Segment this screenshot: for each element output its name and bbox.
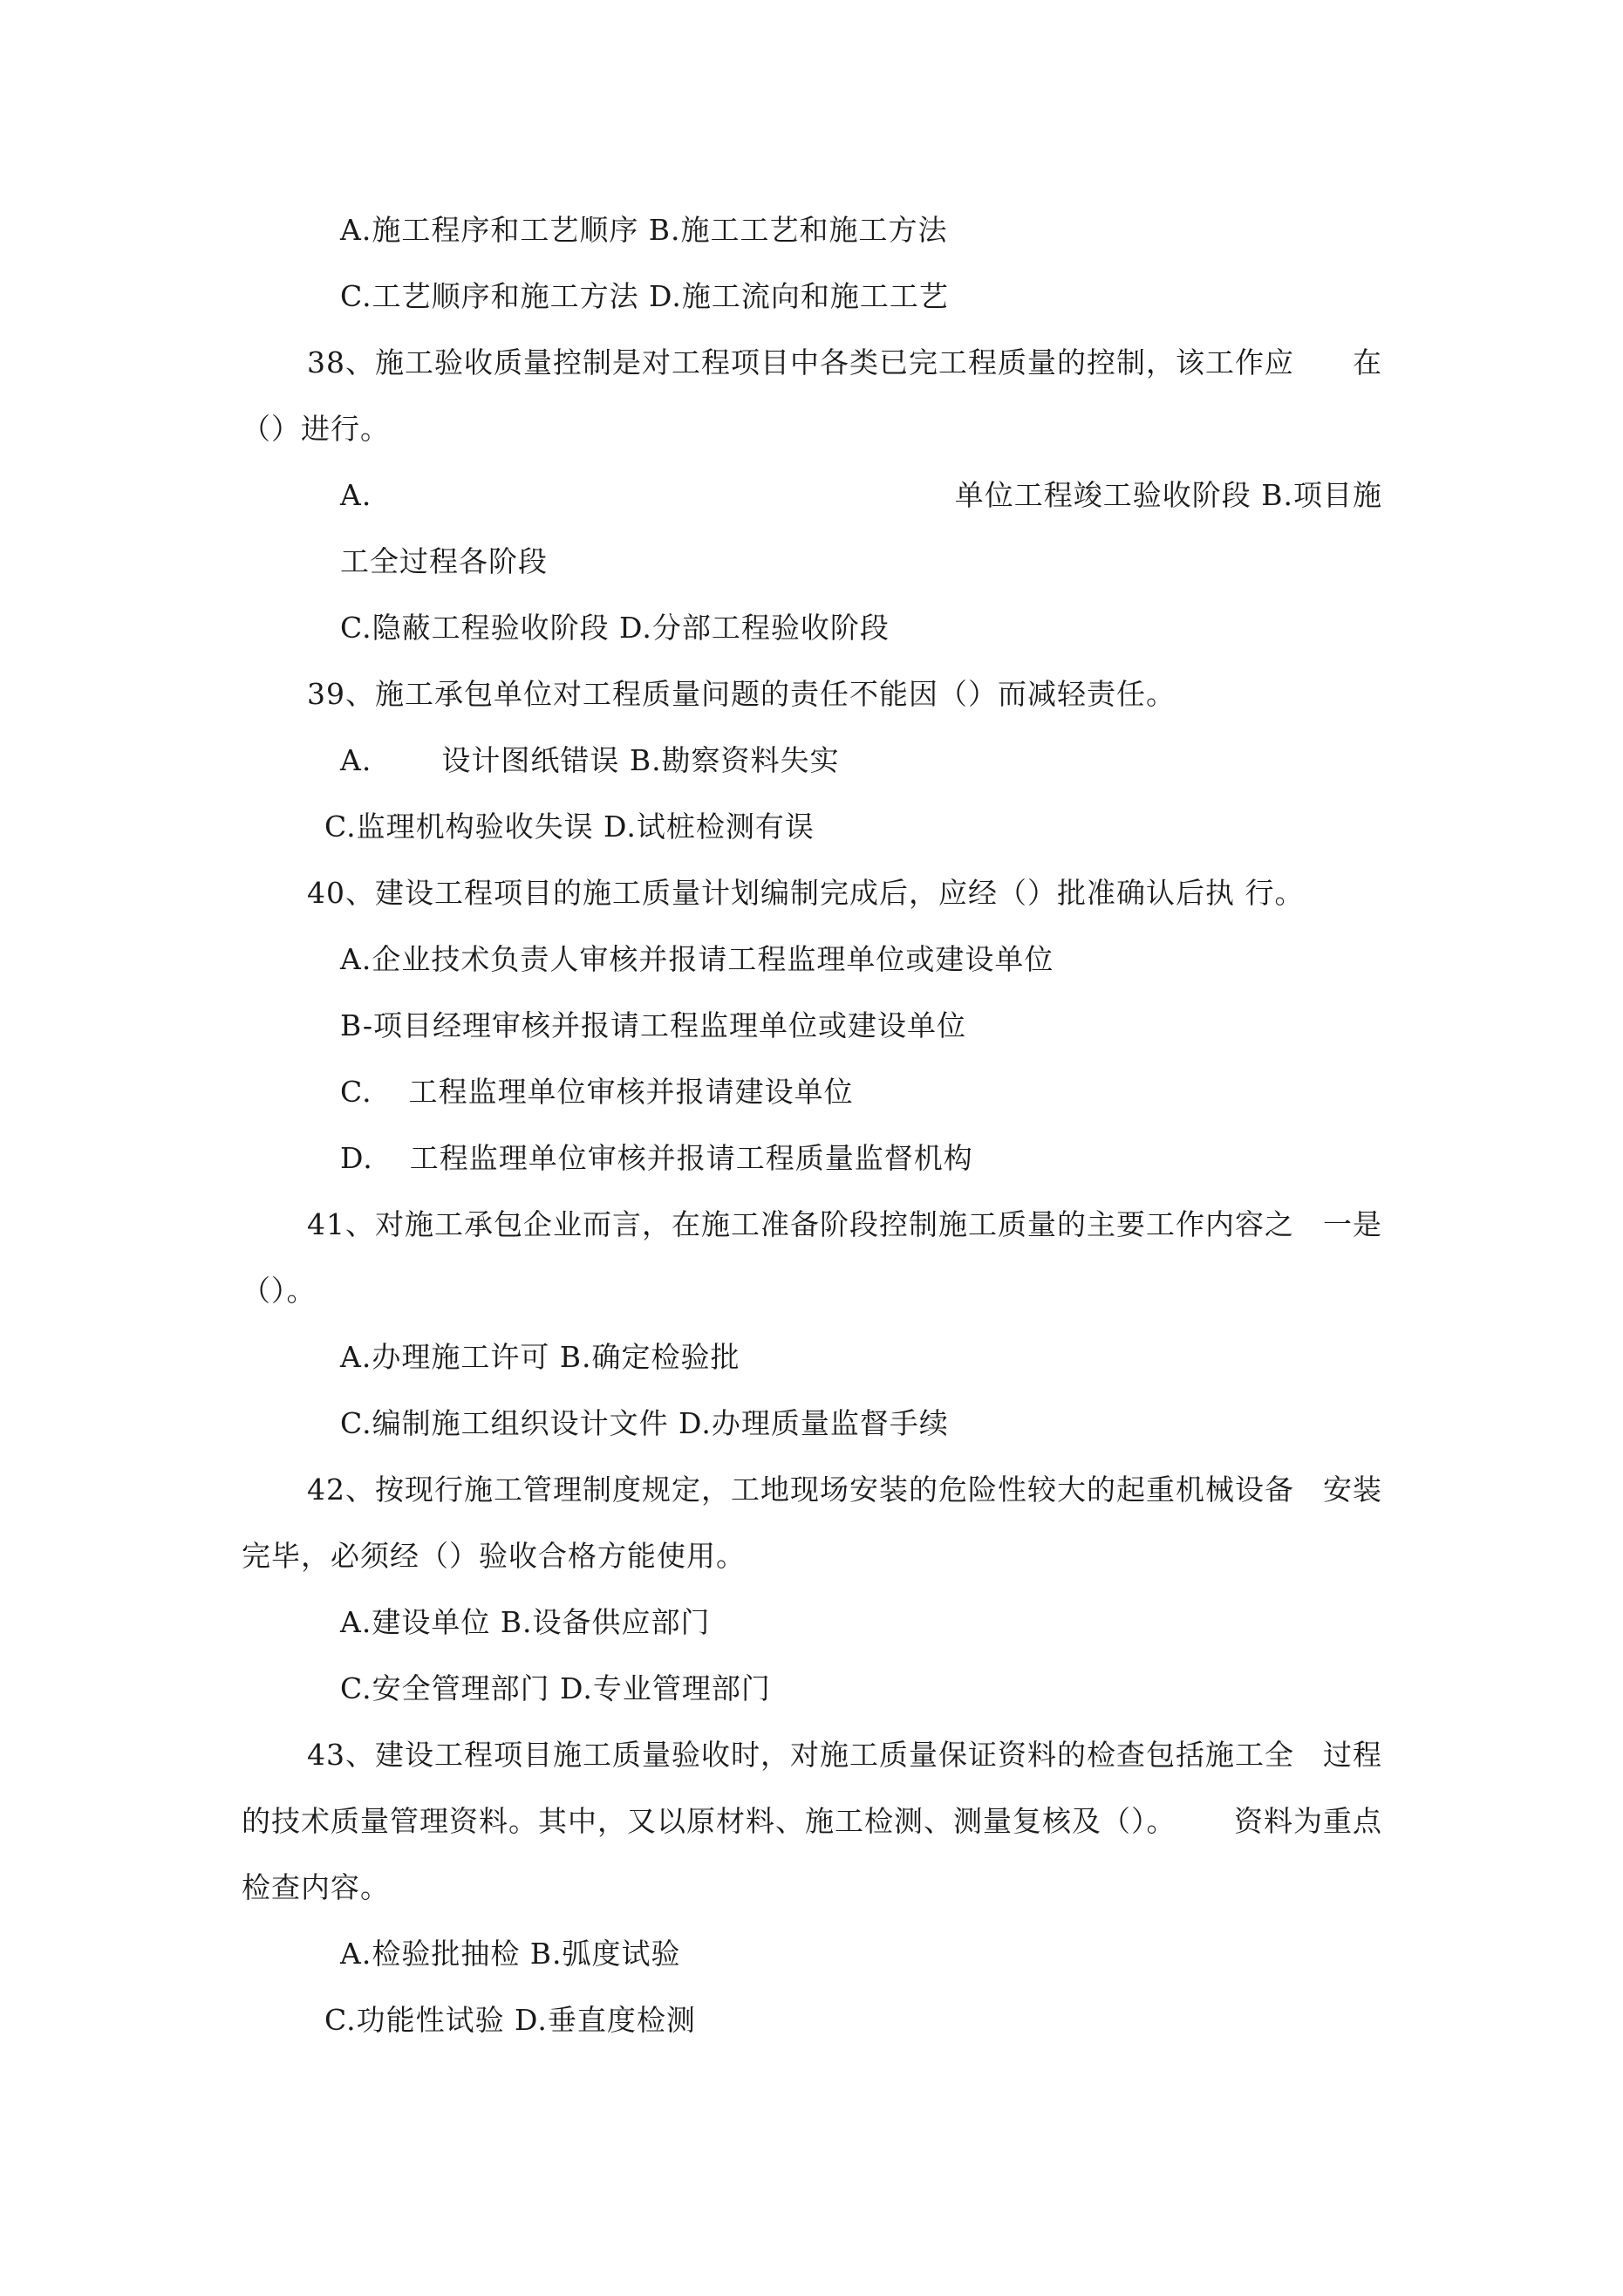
- q38-stem-text: 38、施工验收质量控制是对工程项目中各类已完工程质量的控制，该工作应: [307, 345, 1294, 379]
- q42-options-ab: A.建设单位 B.设备供应部门: [340, 1605, 711, 1639]
- q39-option-a-text: 设计图纸错误 B.勘察资料失实: [441, 743, 840, 777]
- q37-options-ab: A.施工程序和工艺顺序 B.施工工艺和施工方法: [340, 213, 948, 247]
- q43-stem-line1: [307, 1738, 1382, 1773]
- q38-options-cd: C.隐蔽工程验收阶段 D.分部工程验收阶段: [340, 611, 890, 645]
- q39-option-a-label: A.: [340, 743, 372, 777]
- q43-options-cd: C.功能性试验 D.垂直度检测: [324, 2003, 696, 2037]
- q38-options-ab: [340, 478, 1382, 513]
- q40-option-d-label: D.: [340, 1141, 373, 1175]
- q40-option-d: [340, 1141, 973, 1176]
- q43-stem-text: 43、建设工程项目施工质量验收时，对施工质量保证资料的检查包括施工全: [307, 1738, 1294, 1772]
- q42-stem-text: 42、按现行施工管理制度规定，工地现场安装的危险性较大的起重机械设备: [307, 1473, 1294, 1507]
- q40-option-c-label: C.: [340, 1075, 372, 1109]
- q43-stem-line2: [242, 1804, 1382, 1839]
- q40-option-a: A.企业技术负责人审核并报请工程监理单位或建设单位: [340, 942, 1054, 976]
- q43-stem-tail: 过程: [1323, 1738, 1382, 1772]
- q40-option-d-text: 工程监理单位审核并报请工程质量监督机构: [409, 1141, 973, 1175]
- q38-options-ab-cont: 工全过程各阶段: [340, 544, 548, 578]
- q40-option-c: [340, 1075, 854, 1110]
- q38-option-a-label: A.: [340, 478, 372, 512]
- q39-options-ab: [340, 743, 840, 778]
- q40-option-c-text: 工程监理单位审核并报请建设单位: [408, 1075, 854, 1109]
- q42-stem-line1: [307, 1473, 1382, 1507]
- q41-options-ab: A.办理施工许可 B.确定检验批: [340, 1340, 740, 1374]
- q41-options-cd: C.编制施工组织设计文件 D.办理质量监督手续: [340, 1406, 949, 1440]
- q43-options-ab: A.检验批抽检 B.弧度试验: [340, 1937, 681, 1971]
- q38-stem-line2: （）进行。: [242, 412, 390, 446]
- q43-stem-line3: 检查内容。: [242, 1870, 390, 1904]
- q42-stem-line2: 完毕，必须经（）验收合格方能使用。: [242, 1539, 746, 1573]
- q42-stem-tail: 安装: [1323, 1473, 1382, 1507]
- q37-options-cd: C.工艺顺序和施工方法 D.施工流向和施工工艺: [340, 279, 949, 313]
- q40-option-b: B-项目经理审核并报请工程监理单位或建设单位: [340, 1008, 967, 1042]
- q43-stem-line2-tail: 资料为重点: [1234, 1804, 1382, 1838]
- q41-stem-text: 41、对施工承包企业而言，在施工准备阶段控制施工质量的主要工作内容之: [307, 1207, 1294, 1241]
- q41-stem-line2: （）。: [242, 1274, 317, 1308]
- q41-stem-line1: [307, 1207, 1382, 1242]
- q42-options-cd: C.安全管理部门 D.专业管理部门: [340, 1671, 771, 1705]
- q39-options-cd: C.监理机构验收失误 D.试桩检测有误: [324, 810, 815, 844]
- q41-stem-tail: 一是: [1323, 1207, 1382, 1241]
- q38-option-a-text: 单位工程竣工验收阶段 B.项目施: [954, 478, 1382, 512]
- q39-stem: 39、施工承包单位对工程质量问题的责任不能因（）而减轻责任。: [307, 677, 1176, 711]
- q43-stem-line2-text: 的技术质量管理资料。其中，又以原材料、施工检测、测量复核及（）。: [242, 1804, 1176, 1838]
- q40-stem: 40、建设工程项目的施工质量计划编制完成后，应经（）批准确认后执 行。: [307, 876, 1305, 910]
- q38-stem-tail: 在: [1353, 345, 1382, 379]
- q38-stem-line1: [307, 345, 1382, 380]
